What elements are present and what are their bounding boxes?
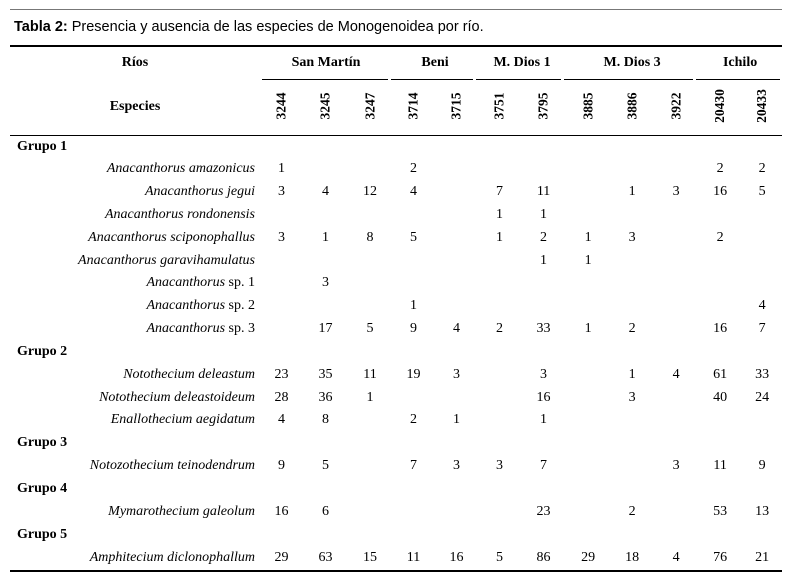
- table-cell: 1: [496, 229, 504, 245]
- table-cell: [742, 272, 782, 295]
- species-genus: Amphitecium: [89, 549, 164, 565]
- species-name: [10, 158, 260, 181]
- table-cell: [610, 409, 654, 432]
- table-cell: 5: [366, 320, 374, 336]
- table-cell: 5: [410, 229, 418, 245]
- table-cell: [435, 386, 478, 409]
- species-name: [10, 363, 260, 386]
- table-row: [10, 249, 782, 272]
- table-cell: 1: [540, 412, 548, 428]
- table-cell: [478, 409, 521, 432]
- table-cell: 3: [540, 366, 548, 382]
- column-header: [348, 78, 392, 135]
- column-header: [566, 78, 610, 135]
- table-body: [10, 135, 782, 569]
- table-cell: 2: [496, 320, 504, 336]
- species-genus: Anacanthorus: [88, 229, 167, 245]
- river-header-ichilo: Ichilo: [722, 54, 758, 70]
- species-table: [10, 47, 782, 569]
- species-genus: Mymarothecium: [108, 503, 200, 519]
- species-name: [10, 318, 260, 341]
- table-cell: 2: [410, 412, 418, 428]
- table-cell: [348, 272, 392, 295]
- table-cell: [303, 158, 348, 181]
- group-label: Grupo 4: [17, 481, 68, 497]
- table-cell: 7: [540, 458, 548, 474]
- table-cell: 3: [496, 458, 504, 474]
- species-epithet: aegidatum: [195, 412, 255, 428]
- table-cell: 3: [628, 389, 636, 405]
- table-cell: [392, 249, 435, 272]
- river-header-san-martin: San Martín: [291, 54, 361, 70]
- column-header: [435, 78, 478, 135]
- species-epithet: rondonensis: [187, 206, 255, 222]
- table-row: [10, 363, 782, 386]
- table-cell: [478, 386, 521, 409]
- table-row: [10, 501, 782, 524]
- table-cell: 40: [713, 389, 728, 405]
- species-genus: Notothecium: [123, 366, 195, 382]
- table-cell: [610, 295, 654, 318]
- column-header-label: 20430: [712, 89, 728, 123]
- species-genus: Anacanthorus: [146, 320, 226, 336]
- river-header-beni: Beni: [421, 54, 449, 70]
- table-cell: 7: [758, 320, 766, 336]
- table-cell: 1: [496, 206, 504, 222]
- table-cell: [435, 181, 478, 204]
- table-cell: 16: [713, 320, 728, 336]
- table-row: [10, 181, 782, 204]
- table-cell: 4: [758, 298, 766, 314]
- species-name: [10, 226, 260, 249]
- species-epithet: sp. 2: [228, 298, 255, 314]
- table-cell: 18: [625, 549, 640, 565]
- table-cell: 16: [449, 549, 464, 565]
- table-cell: [260, 295, 303, 318]
- table-cell: 23: [274, 366, 289, 382]
- table-cell: [654, 158, 698, 181]
- column-header: [478, 78, 521, 135]
- table-cell: [478, 363, 521, 386]
- species-epithet: jegui: [227, 184, 255, 200]
- species-name: [10, 181, 260, 204]
- table-cell: 23: [536, 503, 551, 519]
- table-cell: 61: [713, 366, 728, 382]
- table-cell: [435, 272, 478, 295]
- table-cell: [260, 249, 303, 272]
- table-cell: 11: [363, 366, 377, 382]
- table-cell: [348, 204, 392, 227]
- table-cell: 1: [584, 229, 592, 245]
- table-cell: [610, 249, 654, 272]
- column-header-label: 20433: [754, 89, 770, 123]
- table-cell: [654, 226, 698, 249]
- table-cell: 1: [322, 229, 329, 245]
- table-cell: [566, 204, 610, 227]
- table-cell: [478, 272, 521, 295]
- species-epithet: sp. 3: [228, 320, 255, 336]
- table-cell: [654, 204, 698, 227]
- table-cell: 3: [453, 458, 461, 474]
- table-cell: 3: [278, 229, 285, 245]
- table-cell: 11: [406, 549, 421, 565]
- group-row: [10, 432, 782, 455]
- column-header: [521, 78, 566, 135]
- table-cell: 1: [540, 206, 548, 222]
- table-cell: 7: [410, 458, 418, 474]
- table-cell: [435, 158, 478, 181]
- table-cell: 21: [755, 549, 770, 565]
- table-cell: 3: [453, 366, 461, 382]
- table-cell: 1: [453, 412, 461, 428]
- table-cell: 5: [322, 458, 329, 474]
- column-header-label: 3885: [580, 92, 596, 120]
- group-label: Grupo 3: [17, 435, 68, 451]
- table-cell: 63: [318, 549, 333, 565]
- table-cell: [303, 249, 348, 272]
- table-cell: 3: [672, 458, 680, 474]
- species-epithet: diclonophallum: [167, 549, 255, 565]
- river-header-m-dios-3: M. Dios 3: [603, 54, 661, 70]
- table-cell: [566, 409, 610, 432]
- table-cell: 13: [755, 503, 770, 519]
- table-cell: 12: [363, 184, 378, 200]
- table-cell: [654, 409, 698, 432]
- table-cell: [435, 501, 478, 524]
- table-row: [10, 158, 782, 181]
- table-cell: 2: [758, 161, 766, 177]
- table-cell: [392, 386, 435, 409]
- table-cell: [698, 409, 742, 432]
- table-cell: 19: [406, 366, 421, 382]
- table-cell: [521, 272, 566, 295]
- species-epithet: sp. 1: [228, 275, 255, 291]
- species-name: [10, 272, 260, 295]
- table-cell: [654, 501, 698, 524]
- table-cell: [566, 455, 610, 478]
- table-cell: [260, 272, 303, 295]
- species-genus: Notozothecium: [89, 458, 174, 474]
- table-cell: 29: [274, 549, 289, 565]
- table-cell: 2: [716, 229, 724, 245]
- table-cell: 3: [278, 184, 285, 200]
- table-cell: 4: [672, 366, 680, 382]
- species-name: [10, 249, 260, 272]
- species-name: [10, 204, 260, 227]
- table-cell: [566, 272, 610, 295]
- column-header: [260, 78, 303, 135]
- table-cell: [435, 226, 478, 249]
- species-epithet: deleastum: [198, 366, 255, 382]
- table-cell: [566, 501, 610, 524]
- table-row: [10, 318, 782, 341]
- table-cell: 28: [274, 389, 289, 405]
- table-row: [10, 455, 782, 478]
- table-cell: 9: [758, 458, 766, 474]
- table-caption: [14, 19, 484, 35]
- table-cell: [303, 204, 348, 227]
- table-cell: 1: [366, 389, 374, 405]
- table-cell: 1: [410, 298, 418, 314]
- species-genus: Anacanthorus: [78, 252, 157, 268]
- table-cell: 2: [410, 161, 418, 177]
- table-cell: 3: [628, 229, 636, 245]
- table-cell: 29: [581, 549, 596, 565]
- table-cell: [478, 501, 521, 524]
- table-cell: [698, 204, 742, 227]
- table-cell: 8: [366, 229, 374, 245]
- table-cell: [654, 386, 698, 409]
- table-cell: 4: [410, 184, 418, 200]
- table-cell: [566, 363, 610, 386]
- table-cell: 1: [278, 161, 285, 177]
- table-row: [10, 226, 782, 249]
- table-cell: [348, 295, 392, 318]
- columns-header-row: [10, 78, 782, 135]
- table-row: [10, 546, 782, 569]
- species-epithet: deleastoideum: [174, 389, 255, 405]
- species-genus: Anacanthorus: [106, 161, 186, 177]
- column-header-label: 3751: [491, 92, 507, 120]
- table-cell: 4: [278, 412, 285, 428]
- table-cell: 86: [536, 549, 551, 565]
- table-cell: [742, 204, 782, 227]
- table-cell: [566, 386, 610, 409]
- species-genus: Anacanthorus: [144, 184, 224, 200]
- species-name: [10, 546, 260, 569]
- group-row: [10, 135, 782, 158]
- table-cell: 16: [713, 184, 728, 200]
- river-header-m-dios-1: M. Dios 1: [493, 54, 551, 70]
- column-header-label: 3714: [405, 92, 421, 120]
- table-cell: 4: [672, 549, 680, 565]
- column-header: [698, 78, 742, 135]
- table-cell: [742, 409, 782, 432]
- table-cell: [654, 249, 698, 272]
- table-cell: 16: [274, 503, 289, 519]
- table-cell: [348, 455, 392, 478]
- table-row: [10, 204, 782, 227]
- species-name: [10, 409, 260, 432]
- table-cell: [742, 226, 782, 249]
- species-genus: Anacanthorus: [105, 206, 184, 222]
- column-header-label: 3715: [448, 92, 464, 120]
- column-header-label: 3245: [317, 92, 333, 120]
- table-cell: 1: [584, 320, 592, 336]
- table-cell: 9: [278, 458, 285, 474]
- table-cell: [654, 318, 698, 341]
- species-name: [10, 455, 260, 478]
- table-cell: 7: [496, 184, 504, 200]
- table-cell: [348, 158, 392, 181]
- species-name: [10, 386, 260, 409]
- group-row: [10, 478, 782, 501]
- table-cell: 53: [713, 503, 728, 519]
- table-cell: [392, 272, 435, 295]
- table-cell: [610, 272, 654, 295]
- table-cell: [610, 204, 654, 227]
- top-page-rule: [10, 9, 782, 10]
- column-header-label: 3247: [362, 92, 378, 120]
- table-cell: [742, 249, 782, 272]
- header-bottom-rule: [10, 135, 782, 136]
- table-cell: 5: [496, 549, 504, 565]
- species-epithet: amazonicus: [188, 161, 255, 177]
- table-cell: 33: [755, 366, 770, 382]
- table-cell: [260, 204, 303, 227]
- table-cell: 15: [363, 549, 378, 565]
- table-cell: [478, 158, 521, 181]
- table-cell: 11: [536, 184, 551, 200]
- table-row: [10, 272, 782, 295]
- caption-text: Presencia y ausencia de las especies de Monogenoidea por río.: [67, 19, 484, 35]
- table-cell: 36: [318, 389, 333, 405]
- table-cell: [566, 181, 610, 204]
- table-cell: [698, 295, 742, 318]
- rivers-header-row: [10, 47, 782, 78]
- especies-header: Especies: [109, 98, 161, 114]
- table-cell: [348, 409, 392, 432]
- column-header: [610, 78, 654, 135]
- group-label: Grupo 5: [17, 526, 68, 542]
- table-cell: [435, 204, 478, 227]
- group-label: Grupo 1: [17, 138, 68, 154]
- table-cell: 5: [758, 184, 766, 200]
- table-cell: 11: [713, 458, 727, 474]
- table-cell: [698, 249, 742, 272]
- table-cell: [521, 295, 566, 318]
- table-row: [10, 295, 782, 318]
- species-name: [10, 501, 260, 524]
- species-genus: Anacanthorus: [146, 275, 226, 291]
- table-cell: [478, 249, 521, 272]
- column-header: [742, 78, 782, 135]
- table-cell: [521, 158, 566, 181]
- table-cell: 4: [322, 184, 329, 200]
- table-cell: 35: [318, 366, 333, 382]
- table-cell: [348, 501, 392, 524]
- table-row: [10, 409, 782, 432]
- table-row: [10, 386, 782, 409]
- table-cell: 4: [453, 320, 461, 336]
- column-header: [303, 78, 348, 135]
- table-cell: 6: [322, 503, 329, 519]
- species-name: [10, 295, 260, 318]
- species-genus: Notothecium: [99, 389, 171, 405]
- caption-label: Tabla 2:: [14, 19, 68, 35]
- table-cell: 2: [540, 229, 548, 245]
- table-bottom-rule: [10, 570, 782, 572]
- table-cell: [566, 295, 610, 318]
- table-cell: 3: [322, 275, 329, 291]
- table-cell: 2: [628, 320, 636, 336]
- column-header: [392, 78, 435, 135]
- table-cell: [435, 249, 478, 272]
- species-genus: Anacanthorus: [146, 298, 226, 314]
- table-cell: 1: [540, 252, 548, 268]
- table-cell: [392, 204, 435, 227]
- rios-header: Ríos: [121, 54, 149, 70]
- table-cell: 16: [536, 389, 551, 405]
- table-cell: [654, 295, 698, 318]
- table-cell: [654, 272, 698, 295]
- group-row: [10, 523, 782, 546]
- table-cell: 2: [716, 161, 724, 177]
- table-cell: [610, 455, 654, 478]
- column-header-label: 3886: [624, 92, 640, 120]
- table-cell: 1: [628, 184, 636, 200]
- table-cell: [478, 295, 521, 318]
- table-cell: 24: [755, 389, 770, 405]
- species-epithet: teinodendrum: [177, 458, 255, 474]
- species-genus: Enallothecium: [110, 412, 193, 428]
- table-cell: 9: [410, 320, 418, 336]
- table-cell: [392, 501, 435, 524]
- table-cell: 17: [318, 320, 333, 336]
- table-cell: [698, 272, 742, 295]
- table-cell: 3: [672, 184, 680, 200]
- column-header-label: 3795: [535, 92, 551, 120]
- column-header: [654, 78, 698, 135]
- table-cell: 76: [713, 549, 728, 565]
- column-header-label: 3244: [273, 92, 289, 120]
- table-cell: [435, 295, 478, 318]
- table-cell: [566, 158, 610, 181]
- species-epithet: galeolum: [202, 503, 255, 519]
- table-cell: 1: [628, 366, 636, 382]
- column-header-label: 3922: [668, 92, 684, 120]
- species-epithet: sciponophallus: [170, 229, 255, 245]
- table-cell: [348, 249, 392, 272]
- group-label: Grupo 2: [17, 343, 68, 359]
- table-cell: 2: [628, 503, 636, 519]
- table-cell: [303, 295, 348, 318]
- species-epithet: garavihamulatus: [160, 252, 255, 268]
- table-cell: 33: [536, 320, 551, 336]
- group-row: [10, 340, 782, 363]
- table-cell: [260, 318, 303, 341]
- table-cell: 1: [584, 252, 592, 268]
- table-cell: [610, 158, 654, 181]
- table-cell: 8: [322, 412, 329, 428]
